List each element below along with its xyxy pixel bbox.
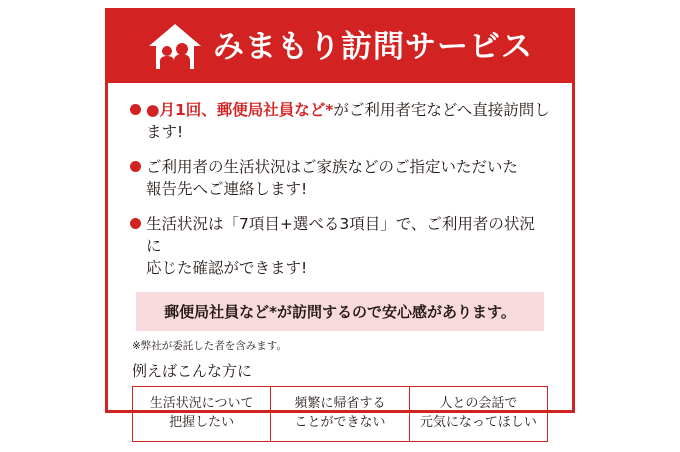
- example-card-1-line1: 生活状況について: [149, 396, 254, 411]
- bullet-dot-icon: [130, 218, 141, 229]
- feature-text-1-highlight: ●月1回、郵便局社員など*: [146, 101, 334, 119]
- poster-title: みまもり訪問サービス: [213, 28, 533, 65]
- house-with-people-icon: [147, 22, 203, 72]
- list-item: [130, 213, 550, 279]
- example-card-3-line1: 人との会話で: [439, 396, 518, 411]
- example-card-group: [132, 386, 548, 442]
- feature-text-3-line1: 生活状況は「7項目+選べる3項目」で、ご利用者の状況に: [146, 215, 535, 255]
- list-item: [130, 99, 550, 143]
- footnote: ※弊社が委託した者を含みます。: [132, 340, 287, 352]
- example-card-2-line2: ことができない: [294, 414, 386, 430]
- example-card-3: [410, 387, 547, 441]
- feature-text-3-line2: 応じた確認ができます!: [146, 259, 308, 277]
- example-heading: 例えばこんな方に: [132, 362, 253, 380]
- bullet-dot-icon: [130, 161, 141, 172]
- list-item: [130, 156, 550, 200]
- example-card-3-line2: 元気になってほしい: [419, 414, 537, 430]
- feature-text-2: [146, 156, 518, 200]
- assurance-text: 郵便局社員など*が訪問するので安心感があります。: [164, 303, 516, 321]
- example-card-1-line2: 把握したい: [169, 414, 235, 430]
- feature-text-2-line1: ご利用者の生活状況はご家族などのご指定いただいた: [146, 158, 519, 176]
- example-card-1: [133, 387, 271, 441]
- poster-header: [108, 11, 572, 83]
- feature-text-2-line2: 報告先へご連絡します!: [146, 180, 308, 198]
- example-card-2: [271, 387, 409, 441]
- feature-list: [130, 99, 550, 279]
- feature-text-1-rest: がご利用者宅などへ直接訪問します!: [146, 101, 550, 141]
- assurance-banner: [136, 292, 544, 331]
- service-poster: [105, 8, 575, 430]
- example-card-2-line1: 頻繁に帰省する: [294, 396, 386, 411]
- feature-text-1: [146, 99, 550, 143]
- feature-text-3: [146, 213, 550, 279]
- poster-body: [108, 83, 572, 452]
- bullet-dot-icon: [130, 104, 141, 115]
